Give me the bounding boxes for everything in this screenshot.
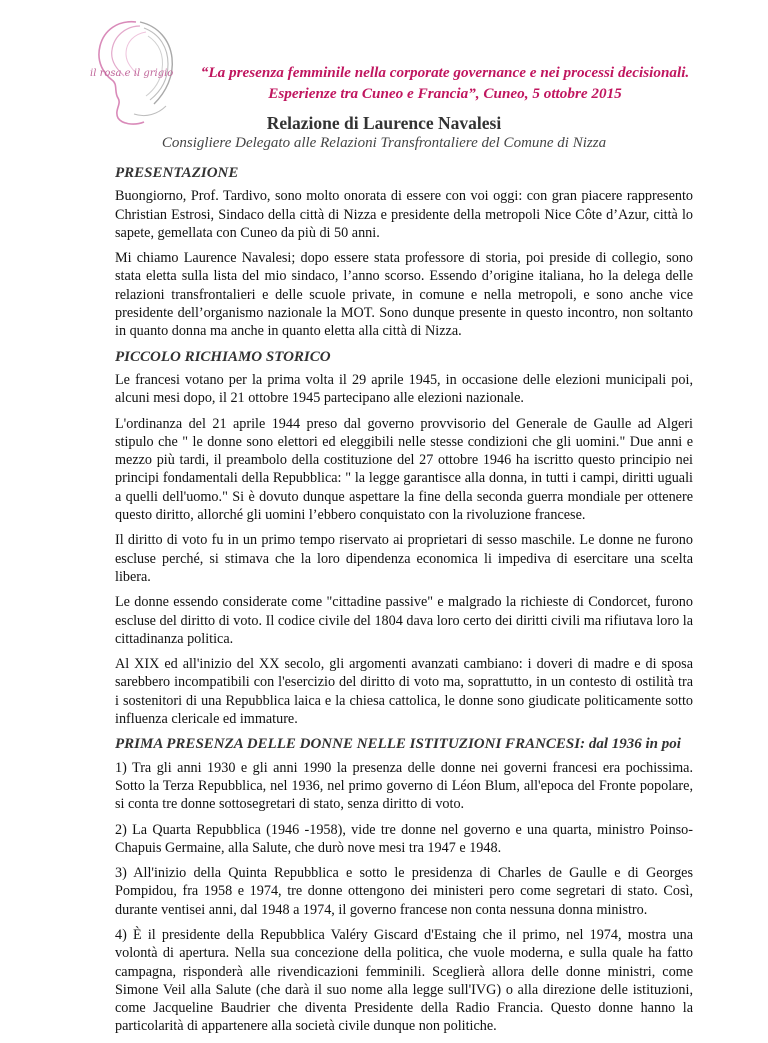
report-subtitle: Consigliere Delegato alle Relazioni Transfrontaliere del Comune di Nizza	[161, 135, 607, 151]
paragraph: Le francesi votano per la prima volta il 29 aprile 1945, in occasione delle elezioni municipali poi, alcuni mesi dopo, il 21 ottobre 1945 partecipano alle elezioni nazionale.	[115, 371, 693, 407]
paragraph: Il diritto di voto fu in un primo tempo riservato ai proprietari di sesso maschile. Le donne ne furono escluse perché, si stimava che la loro dipendenza economica li impediva di esercitare una scelta libera.	[115, 532, 693, 585]
paragraph: Buongiorno, Prof. Tardivo, sono molto onorata di essere con voi oggi: con gran piacere rappresento Christian Estrosi, Sindaco della città di Nizza e presidente della metropoli Nice Côte d’Azur, città lo sapete, gemellata con Cuneo da più di 50 anni.	[115, 188, 693, 241]
document-body	[115, 160, 693, 1043]
paragraph: 3) All'inizio della Quinta Repubblica e sotto le presidenza di Charles de Gaulle e di Georges Pompidou, fra 1958 e 1974, tre donne ottengono dei ministeri pero come segretari di stato. Così, durante ventisei anni, dal 1948 a 1974, il governo francese non conta nessuna donna ministro.	[115, 865, 693, 918]
report-title: Relazione di Laurence Navalesi	[266, 113, 502, 133]
paragraph: L'ordinanza del 21 aprile 1944 preso dal governo provvisorio del Generale de Gaulle ad Algeri stipulo che " le donne sono elettori ed eleggibili nelle stesse condizioni che gli uomini." Due anni e mezzo più tardi, il preambolo della costituzione del 27 ottobre 1946 ha iscritto questo principio nei principi fondamentali della Repubblica: " la legge garantisce alla donna, in tutti i campi, diritti uguali a quelli dell'uomo." Si è dovuto dunque aspettare la fine della seconda guerra mondiale per ottenere questo diritto, allorché gli uomini l’ebbero conquistato con la rivoluzione francese.	[115, 415, 693, 524]
logo-text: il rosa e il grigio	[90, 68, 174, 79]
section-heading-presentazione: PRESENTAZIONE	[115, 165, 239, 181]
section-heading-richiamo-storico: PICCOLO RICHIAMO STORICO	[115, 348, 331, 365]
logo	[74, 18, 186, 128]
section-heading-prima-presenza: PRIMA PRESENZA DELLE DONNE NELLE ISTITUZIONI FRANCESI: dal 1936 in poi	[115, 736, 681, 753]
paragraph: Le donne essendo considerate come "cittadine passive" e malgrado la richieste di Condorcet, furono escluse del diritto di voto. Il codice civile del 1804 dava loro certo dei diritti civili ma rifiutava loro la cittadinanza politica.	[115, 594, 693, 647]
conference-title	[180, 62, 710, 104]
conference-title-line-1: “La presenza femminile nella corporate governance e nei processi decisionali.	[200, 64, 690, 81]
paragraph: 2) La Quarta Repubblica (1946 -1958), vide tre donne nel governo e una quarta, ministro Poinso-Chapuis Germaine, alla Salute, che durò nove mesi tra 1947 e 1948.	[115, 821, 693, 856]
paragraph: Al XIX ed all'inizio del XX secolo, gli argomenti avanzati cambiano: i doveri di madre e di sposa sarebbero incompatibili con l'esercizio del diritto di voto ma, soprattutto, in un contesto di ostilità tra i sostenitori di una Repubblica laica e la chiesa cattolica, le donne sono giudicate politicamente sotto influenza clericale ed immature.	[115, 656, 693, 728]
conference-title-line-2: Esperienze tra Cuneo e Francia”, Cuneo, 5 ottobre 2015	[268, 85, 622, 102]
paragraph: 4) È il presidente della Repubblica Valéry Giscard d'Estaing che il primo, nel 1974, mostra una volontà di apertura. Nella sua concezione della politica, che vuole moderna, e sulla quale ha fatto campagna, risponderà alle rivendicazioni femminili. Sceglierà allora delle donne ministri, come Simone Veil alla Salute (che darà il suo nome alla legge sull'IVG) o alla direzione delle istituzioni, come Jacqueline Baudrier che diventa Presidente della Radio Francia. Questo donne hanno la particolarità di appartenere alla società civile dunque non politiche.	[115, 926, 693, 1035]
paragraph: 1) Tra gli anni 1930 e gli anni 1990 la presenza delle donne nei governi francesi era pochissima. Sotto la Terza Repubblica, nel 1936, nel primo governo di Léon Blum, all'epoca del Fronte popolare, si conta tre donne sottosegretari di stato, senza diritto di voto.	[115, 759, 693, 813]
paragraph: Mi chiamo Laurence Navalesi; dopo essere stata professore di storia, poi preside di collegio, sono stata eletta sulla lista del mio sindaco, l’anno scorso. Essendo d’origine italiana, ho la delega delle relazioni transfrontalieri e delle scuole private, in comune e nella metropoli, e sono anche vice presidente dell’organismo nazionale la MOT. Sono dunque presente in questo incontro, non soltanto in quanto donna ma anche in quanto eletta alla città di Nizza.	[115, 250, 693, 340]
